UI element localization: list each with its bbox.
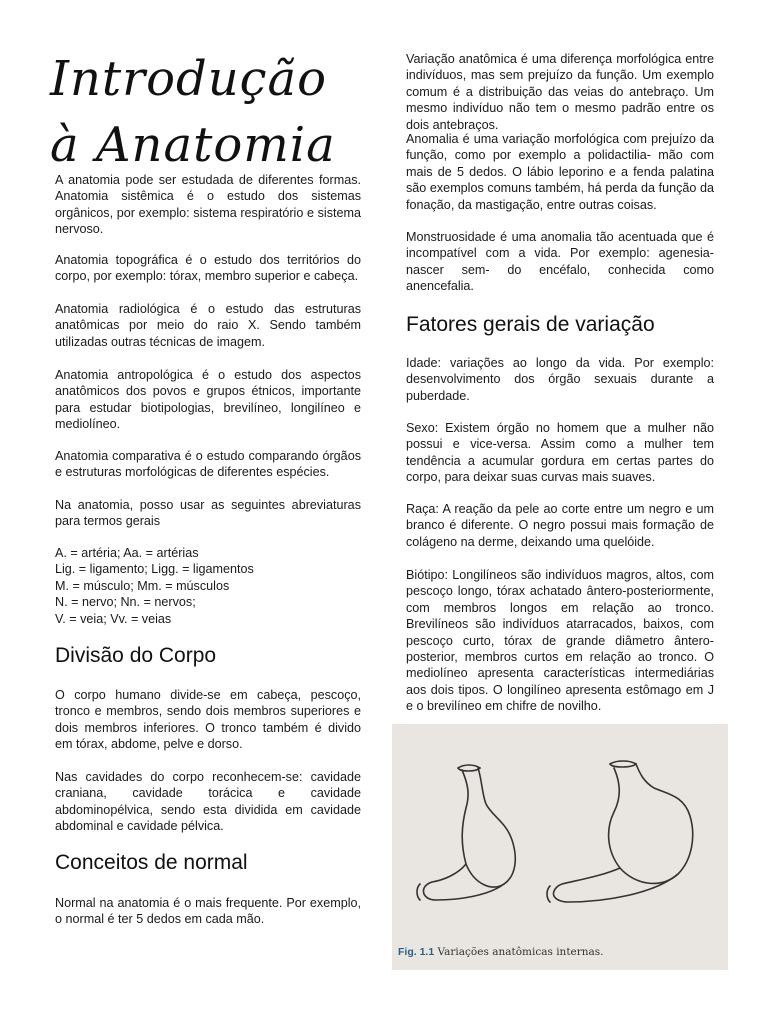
paragraph-anatomia-topografica: Anatomia topográfica é o estudo dos territórios do corpo, por exemplo: tórax, membro superior e cabeça. xyxy=(55,253,361,284)
figure-stomach-variations xyxy=(392,724,728,970)
abbreviation-list xyxy=(55,545,361,627)
paragraph-normal: Normal na anatomia é o mais frequente. Por exemplo, o normal é ter 5 dedos em cada mão. xyxy=(55,896,361,927)
page-title xyxy=(50,46,370,178)
abbreviation-item: N. = nervo; Nn. = nervos; xyxy=(55,595,196,610)
stomach-horn-shape xyxy=(609,764,693,883)
figure-caption xyxy=(398,946,604,958)
paragraph-anatomia-sistemica: A anatomia pode ser estudada de diferentes formas. Anatomia sistêmica é o estudo dos sistemas orgânicos, por exemplo: sistema respiratório e sistema nervoso. xyxy=(55,173,361,237)
paragraph-biotipo: Biótipo: Longilíneos são indivíduos magros, altos, com pescoço longo, tórax achatado ântero-posteriormente, com membros longos em relação ao tronco. Brevilíneos são indivíduos atarracados, baixos, com pescoço curto, tórax de grande diâmetro ântero-posterior, membros curtos em relação ao tronco. O mediolíneo apresenta características intermediárias aos dois tipos. O longilíneo apresenta estômago em J e o brevilíneo em chifre de novilho. xyxy=(406,568,714,714)
paragraph-anatomia-antropologica: Anatomia antropológica é o estudo dos aspectos anatômicos dos povos e grupos étnicos, importante para estudar biotipologias, brevilíneo, longilíneo e mediolíneo. xyxy=(55,368,361,432)
heading-conceitos-de-normal: Conceitos de normal xyxy=(55,851,248,874)
abbreviation-item: Lig. = ligamento; Ligg. = ligamentos xyxy=(55,562,254,577)
heading-divisao-do-corpo: Divisão do Corpo xyxy=(55,644,217,667)
paragraph-anomalia: Anomalia é uma variação morfológica com prejuízo da função, como por exemplo a polidactilia- mão com mais de 5 dedos. O lábio leporino e a fenda palatina são exemplos comuns também, há perda da função da fonação, da mastigação, entre outras coisas. xyxy=(406,132,714,212)
abbreviation-item: M. = músculo; Mm. = músculos xyxy=(55,578,230,593)
abbreviation-item: V. = veia; Vv. = veias xyxy=(55,611,172,626)
stomach-illustration xyxy=(392,724,728,970)
abbreviation-item: A. = artéria; Aa. = artérias xyxy=(55,546,199,560)
paragraph-monstruosidade: Monstruosidade é uma anomalia tão acentuada que é incompatível com a vida. Por exemplo: agenesia- nascer sem- do encéfalo, conhecida como anencefalia. xyxy=(406,230,714,294)
paragraph-abreviaturas-intro: Na anatomia, posso usar as seguintes abreviaturas para termos gerais xyxy=(55,498,361,529)
heading-fatores-gerais: Fatores gerais de variação xyxy=(406,313,655,336)
figure-caption-text: Variações anatômicas internas. xyxy=(437,946,604,958)
title-line-1: Introdução xyxy=(50,51,328,107)
title-line-2: à Anatomia xyxy=(50,117,336,173)
paragraph-variacao-anatomica: Variação anatômica é uma diferença morfológica entre indivíduos, mas sem prejuízo da função. Um exemplo comum é a distribuição das veias do antebraço. Um mesmo indivíduo não tem o mesmo padrão entre os dois antebraços. xyxy=(406,52,714,132)
paragraph-anatomia-comparativa: Anatomia comparativa é o estudo comparando órgãos e estruturas morfológicas de diferentes espécies. xyxy=(55,449,361,480)
paragraph-divisao-corpo: O corpo humano divide-se em cabeça, pescoço, tronco e membros, sendo dois membros superiores e dois membros inferiores. O tronco também é divido em tórax, abdome, pelve e dorso. xyxy=(55,688,361,752)
paragraph-anatomia-radiologica: Anatomia radiológica é o estudo das estruturas anatômicas por meio do raio X. Sendo também utilizadas outras técnicas de imagem. xyxy=(55,302,361,349)
stomach-j-shape xyxy=(462,768,515,887)
paragraph-idade: Idade: variações ao longo da vida. Por exemplo: desenvolvimento dos órgão sexuais durante a puberdade. xyxy=(406,356,714,403)
paragraph-cavidades: Nas cavidades do corpo reconhecem-se: cavidade craniana, cavidade torácica e cavidade abdominopélvica, sendo esta dividida em cavidade abdominal e cavidade pélvica. xyxy=(55,770,361,834)
paragraph-sexo: Sexo: Existem órgão no homem que a mulher não possui e vice-versa. Assim como a mulher tem tendência a acumular gordura em certas partes do corpo, para deixar suas curvas mais suaves. xyxy=(406,421,714,485)
paragraph-raca: Raça: A reação da pele ao corte entre um negro e um branco é diferente. O negro possui mais formação de colágeno na derme, deixando uma quelóide. xyxy=(406,502,714,549)
figure-number: Fig. 1.1 xyxy=(398,946,435,958)
